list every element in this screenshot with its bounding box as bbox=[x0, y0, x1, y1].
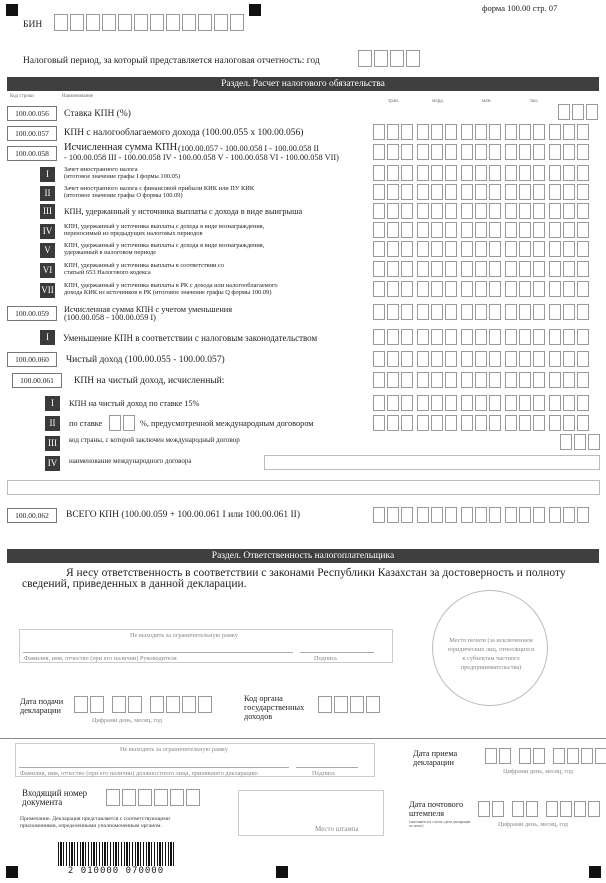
amount-input[interactable] bbox=[373, 507, 591, 523]
signature-hint: Подпись bbox=[314, 655, 338, 662]
row-code: 100.00.057 bbox=[7, 126, 57, 141]
row-text: КПН, удержанный у источника выплаты с дохода в виде выигрыша bbox=[64, 207, 303, 216]
row-text: %, предусмотренной международным договором bbox=[140, 419, 314, 428]
treaty-name-input[interactable] bbox=[264, 455, 600, 470]
row-code: 100.00.061 bbox=[12, 373, 62, 388]
digit-group-mlrd: млрд. bbox=[432, 99, 444, 104]
row-text: дохода КИК из источников в РК (итоговое значение графы Q формы 100.09) bbox=[64, 289, 272, 296]
revenue-code-label: Код органа государственных доходов bbox=[244, 694, 305, 721]
receive-date-label: Дата приема декларации bbox=[413, 749, 458, 767]
amount-input[interactable] bbox=[373, 222, 591, 238]
incoming-number-label: Входящий номер документа bbox=[22, 788, 88, 807]
head-fio-hint: Фамилия, имя, отчество (при его наличии) Руководителя bbox=[24, 655, 177, 662]
postmark-date-input[interactable] bbox=[478, 801, 602, 817]
section-tax-liability-title: Раздел. Расчет налогового обязательства bbox=[7, 77, 599, 91]
roman-badge: V bbox=[40, 243, 55, 258]
roman-badge: I bbox=[40, 330, 55, 345]
row-text: Уменьшение КПН в соответствии с налоговым законодательством bbox=[63, 333, 318, 343]
row-code: 100.00.062 bbox=[7, 508, 57, 523]
amount-input[interactable] bbox=[373, 415, 591, 431]
row-text: - 100.00.058 III - 100.00.058 IV - 100.00.058 V - 100.00.058 VI - 100.00.058 VII) bbox=[64, 153, 339, 162]
revenue-code-input[interactable] bbox=[318, 696, 382, 713]
submit-date-label: Дата подачи декларации bbox=[20, 697, 64, 715]
row-text: удержанный в налоговом периоде bbox=[64, 249, 157, 256]
registration-mark bbox=[249, 4, 261, 16]
incoming-number-input[interactable] bbox=[106, 789, 202, 806]
registration-mark bbox=[276, 866, 288, 878]
postmark-sub-hint: (заполняется в случае сдачи декларации по почте) bbox=[409, 820, 471, 828]
roman-badge: III bbox=[45, 436, 60, 451]
note-text: Примечание. Декларация представляется с соответствующими приложениями, определенными уполномоченным органом. bbox=[20, 816, 170, 829]
stamp-place-hint: Место печати (за исключением юридических лиц, относящихся к субъектам частного предпринимательства) bbox=[448, 637, 534, 671]
row-code: 100.00.058 bbox=[7, 146, 57, 161]
row-text: Исчисленная сумма КПН с учетом уменьшения bbox=[64, 305, 233, 314]
submit-date-input[interactable] bbox=[74, 696, 214, 713]
amount-input[interactable] bbox=[373, 203, 591, 219]
roman-badge: VII bbox=[40, 283, 55, 298]
row-text: переносимый из предыдущих налоговых периодов bbox=[64, 230, 203, 237]
treaty-name-continuation-input[interactable] bbox=[7, 480, 600, 495]
period-label: Налоговый период, за который представляется налоговая отчетность: год bbox=[23, 56, 320, 66]
rate-input[interactable] bbox=[558, 104, 600, 120]
row-text: Чистый доход (100.00.055 - 100.00.057) bbox=[66, 355, 225, 365]
roman-badge: IV bbox=[45, 456, 60, 471]
bin-input[interactable] bbox=[54, 14, 246, 31]
row-code: 100.00.060 bbox=[7, 352, 57, 367]
col-name-header: Наименование bbox=[62, 94, 94, 99]
row-text: (100.00.057 - 100.00.058 I - 100.00.058 II bbox=[178, 144, 320, 153]
row-text: Зачет иностранного налога с финансовой прибыли КИК или ПУ КИК bbox=[64, 185, 255, 192]
amount-input[interactable] bbox=[373, 351, 591, 367]
row-text: Зачет иностранного налога bbox=[64, 166, 138, 173]
row-text: Ставка КПН (%) bbox=[64, 109, 131, 119]
digit-group-tys: тыс. bbox=[530, 99, 540, 104]
row-text: код страны, с которой заключен международный договор bbox=[69, 436, 240, 444]
bin-label: БИН bbox=[23, 20, 43, 30]
amount-input[interactable] bbox=[373, 124, 591, 140]
form-label: форма 100.00 стр. 07 bbox=[482, 3, 558, 13]
barcode bbox=[58, 842, 174, 866]
row-text: (итоговое значение графы I формы 100.05) bbox=[64, 173, 181, 180]
row-text: КПН, удержанный у источника выплаты в РК с дохода или налогооблагаемого bbox=[64, 282, 278, 289]
digit-group-trln: трлн. bbox=[388, 99, 400, 104]
row-text: статьей 653 Налогового кодекса bbox=[64, 269, 151, 276]
row-code: 100.00.059 bbox=[7, 306, 57, 321]
registration-mark bbox=[6, 866, 18, 878]
row-text: КПН на чистый доход по ставке 15% bbox=[69, 399, 200, 408]
no-exceed-hint: Не выходить за ограничительную рамку bbox=[120, 746, 228, 753]
responsibility-statement: Я несу ответственность в соответствии с законами Республики Казахстан за достоверность и полноту сведений, приведенных в данной декларации. bbox=[22, 567, 566, 590]
row-text: КПН, удержанный у источника выплаты с дохода в виде вознаграждения, bbox=[64, 242, 265, 249]
registration-mark bbox=[589, 866, 601, 878]
amount-input[interactable] bbox=[373, 304, 591, 320]
roman-badge: IV bbox=[40, 224, 55, 239]
roman-badge: I bbox=[45, 396, 60, 411]
row-text: КПН с налогооблагаемого дохода (100.00.055 х 100.00.056) bbox=[64, 128, 304, 138]
amount-input[interactable] bbox=[373, 144, 591, 160]
date-hint: Цифрами день, месяц, год bbox=[498, 821, 569, 828]
roman-badge: III bbox=[40, 204, 55, 219]
country-code-input[interactable] bbox=[560, 434, 602, 450]
barcode-number: 2 010000 070000 bbox=[67, 866, 165, 876]
row-text: (итоговое значение графы О формы 100.09) bbox=[64, 192, 183, 199]
receive-date-input[interactable] bbox=[485, 748, 606, 764]
amount-input[interactable] bbox=[373, 329, 591, 345]
digit-group-mln: млн. bbox=[482, 99, 492, 104]
row-text: КПН, удержанный у источника выплаты с дохода в виде вознаграждения, bbox=[64, 223, 265, 230]
roman-badge: II bbox=[45, 416, 60, 431]
stamp-place-hint: Место штампа bbox=[315, 825, 359, 833]
date-hint: Цифрами день, месяц, год bbox=[503, 768, 574, 775]
amount-input[interactable] bbox=[373, 395, 591, 411]
roman-badge: I bbox=[40, 167, 55, 182]
roman-badge: II bbox=[40, 186, 55, 201]
amount-input[interactable] bbox=[373, 184, 591, 200]
date-hint: Цифрами день, месяц, год bbox=[92, 717, 163, 724]
stamp-frame bbox=[238, 790, 384, 836]
treaty-rate-input[interactable] bbox=[109, 415, 137, 431]
col-code-header: Код строки bbox=[10, 94, 34, 99]
amount-input[interactable] bbox=[373, 281, 591, 297]
amount-input[interactable] bbox=[373, 372, 591, 388]
row-text: Исчисленная сумма КПН bbox=[64, 142, 178, 153]
row-text: наименование международного договора bbox=[69, 457, 192, 465]
row-text: ВСЕГО КПН (100.00.059 + 100.00.061 I или 100.00.061 II) bbox=[66, 510, 300, 520]
year-input[interactable] bbox=[358, 50, 422, 67]
postmark-date-label: Дата почтового штемпеля bbox=[409, 800, 464, 818]
signature-hint: Подпись bbox=[312, 770, 336, 777]
amount-input[interactable] bbox=[373, 241, 591, 257]
row-text: КПН на чистый доход, исчисленный: bbox=[74, 376, 225, 386]
amount-input[interactable] bbox=[373, 261, 591, 277]
no-exceed-hint: Не выходить за ограничительную рамку bbox=[130, 632, 238, 639]
amount-input[interactable] bbox=[373, 165, 591, 181]
row-text: (100.00.058 - 100.00.059 I) bbox=[64, 313, 156, 322]
section-responsibility-title: Раздел. Ответственность налогоплательщика bbox=[7, 549, 599, 563]
official-fio-hint: Фамилия, имя, отчество (при его наличии) должностного лица, принявшего декларацию bbox=[20, 770, 258, 777]
registration-mark bbox=[6, 4, 18, 16]
row-code: 100.00.056 bbox=[7, 106, 57, 121]
roman-badge: VI bbox=[40, 263, 55, 278]
row-text: по ставке bbox=[69, 419, 103, 428]
row-text: КПН, удержанный у источника выплаты в соответствии со bbox=[64, 262, 225, 269]
